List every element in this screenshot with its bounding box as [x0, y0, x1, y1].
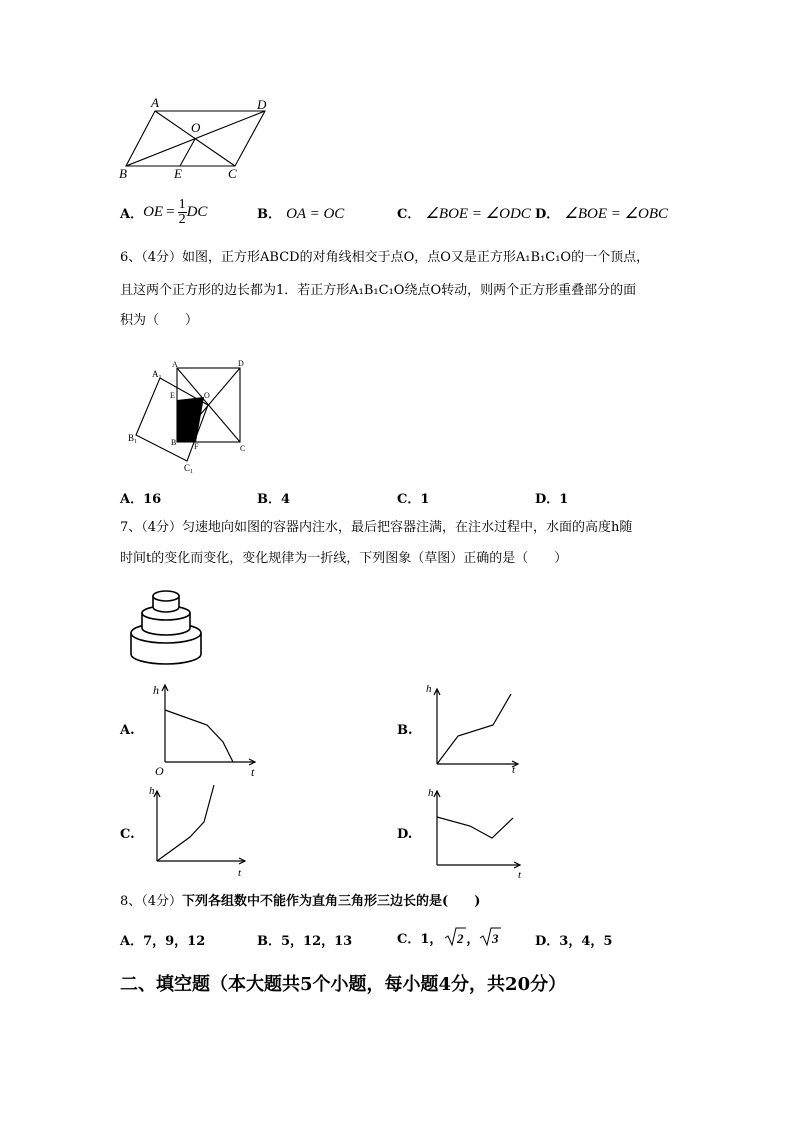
q6-stem-line-3: 积为（ ）	[120, 313, 199, 328]
q8-option-d	[535, 930, 612, 949]
sqrt-icon	[479, 926, 501, 948]
q6-label-d: D	[238, 359, 244, 368]
q5-option-c	[397, 203, 531, 223]
q8-option-c-sqrt-b: 3	[492, 931, 499, 946]
q6-label-b: B	[171, 438, 177, 447]
q8-option-c-sqrt-a: 2	[457, 931, 464, 946]
q6-number: 6、（4分）	[120, 250, 183, 265]
q5-option-a: A． OE = $\frac{1}{2}$ DC	[120, 196, 208, 227]
q6-label-f: F	[194, 442, 199, 451]
svg-text:t: t	[238, 867, 242, 879]
q8-line	[120, 894, 480, 910]
q5-label-a: A	[151, 95, 159, 110]
q5-option-a-frac-num: 1	[178, 196, 186, 212]
q7-container-figure	[125, 588, 207, 670]
q7-graph-d	[420, 780, 530, 880]
q6-option-a-value: 16	[143, 492, 162, 507]
q8-option-a	[120, 930, 205, 949]
q7-line-1	[120, 520, 632, 536]
q5-option-a-fraction	[178, 198, 187, 227]
q6-stem-line-2: 且这两个正方形的边长都为1．若正方形A₁B₁C₁O绕点O转动，则两个正方形重叠部分的面	[120, 283, 637, 298]
q6-option-c-letter: C．	[397, 492, 421, 507]
q7-option-a-letter: A.	[120, 723, 135, 738]
q6-label-e: E	[170, 391, 175, 400]
q7-graph-c	[145, 780, 255, 880]
q8-option-c	[397, 926, 501, 948]
q6-option-b-letter: B．	[257, 492, 281, 507]
q5-option-a-right: DC	[186, 203, 208, 220]
svg-text:t: t	[512, 764, 516, 775]
q7-option-c-letter: C.	[120, 827, 135, 842]
q6-label-a1: $A_1$	[152, 369, 162, 381]
q7-stem-line-1: 匀速地向如图的容器内注水，最后把容器注满，在注水过程中，水面的高度h随	[182, 520, 633, 535]
q8-number: 8、（4分）	[120, 894, 183, 909]
q6-label-o: O	[204, 391, 210, 400]
q7-number: 7、（4分）	[120, 520, 183, 535]
q6-option-d-value: 1	[559, 492, 569, 507]
q6-label-c1: $C_1$	[184, 463, 194, 474]
q8-option-d-value: 3，4，5	[559, 934, 613, 949]
q7-option-b-letter: B.	[397, 723, 413, 738]
q5-parallelogram-figure	[115, 95, 285, 180]
q8-option-c-value-a: 1，	[420, 931, 443, 947]
svg-text:h: h	[428, 787, 434, 799]
svg-text:h: h	[153, 683, 159, 697]
q5-label-b: B	[119, 166, 127, 180]
q8-option-c-letter: C．	[397, 931, 421, 947]
q6-label-b1: $B_1$	[128, 433, 138, 445]
q7-graph-a	[145, 680, 270, 780]
q6-option-a	[120, 488, 161, 507]
q6-option-d-letter: D．	[535, 492, 560, 507]
q6-stem-line-1: 如图，正方形ABCD的对角线相交于点O，点O又是正方形A₁B₁C₁O的一个顶点，	[182, 250, 650, 265]
q7-stem-line-2: 时间t的变化而变化，变化规律为一折线，下列图象（草图）正确的是（ ）	[120, 551, 568, 566]
svg-text:O: O	[155, 764, 164, 778]
q5-option-c-expr: ∠BOE = ∠ODC	[425, 206, 531, 222]
svg-text:t: t	[518, 869, 522, 880]
svg-text:h: h	[426, 683, 432, 695]
q8-option-b	[257, 930, 352, 949]
q5-option-c-letter: C．	[397, 207, 421, 222]
q6-option-c-value: 1	[420, 492, 430, 507]
q5-option-b-expr: OA = OC	[286, 206, 345, 222]
q8-option-a-value: 7，9，12	[143, 934, 206, 949]
q5-option-a-frac-den: 2	[178, 211, 186, 227]
q6-option-b	[257, 488, 290, 507]
q8-option-b-letter: B．	[257, 934, 281, 949]
q8-option-c-sep: ，	[466, 931, 480, 947]
q6-squares-figure	[123, 356, 253, 474]
q5-label-d: D	[257, 97, 267, 112]
q6-option-a-letter: A．	[120, 492, 144, 507]
svg-text:t: t	[251, 765, 255, 779]
q6-line-1	[120, 250, 649, 266]
svg-text:h: h	[149, 785, 155, 797]
section-2-heading: 二、填空题（本大题共5个小题，每小题4分，共20分）	[120, 974, 567, 995]
q6-label-a: A	[172, 360, 178, 369]
q5-option-b	[257, 203, 344, 223]
sqrt-icon	[444, 926, 466, 948]
q8-option-d-letter: D．	[535, 934, 560, 949]
q5-option-a-letter: A．	[120, 206, 144, 222]
q5-option-b-letter: B．	[257, 207, 281, 222]
q6-option-b-value: 4	[281, 492, 291, 507]
q6-option-d	[535, 488, 568, 507]
q5-option-d-expr: ∠BOE = ∠OBC	[564, 206, 669, 222]
q8-stem: 下列各组数中不能作为直角三角形三边长的是( )	[182, 894, 481, 909]
q7-option-d-letter: D.	[397, 827, 413, 842]
q6-label-c: C	[240, 444, 246, 453]
q8-option-b-value: 5，12，13	[281, 934, 353, 949]
q5-label-c: C	[228, 166, 237, 180]
q7-graph-b	[420, 680, 530, 775]
q5-label-e: E	[174, 166, 182, 180]
q5-label-o: O	[191, 120, 201, 135]
q5-option-d-letter: D．	[535, 207, 560, 222]
q6-option-c	[397, 488, 429, 507]
q5-option-a-left: OE	[143, 203, 164, 220]
q8-option-a-letter: A．	[120, 934, 144, 949]
q5-option-d	[535, 203, 668, 223]
